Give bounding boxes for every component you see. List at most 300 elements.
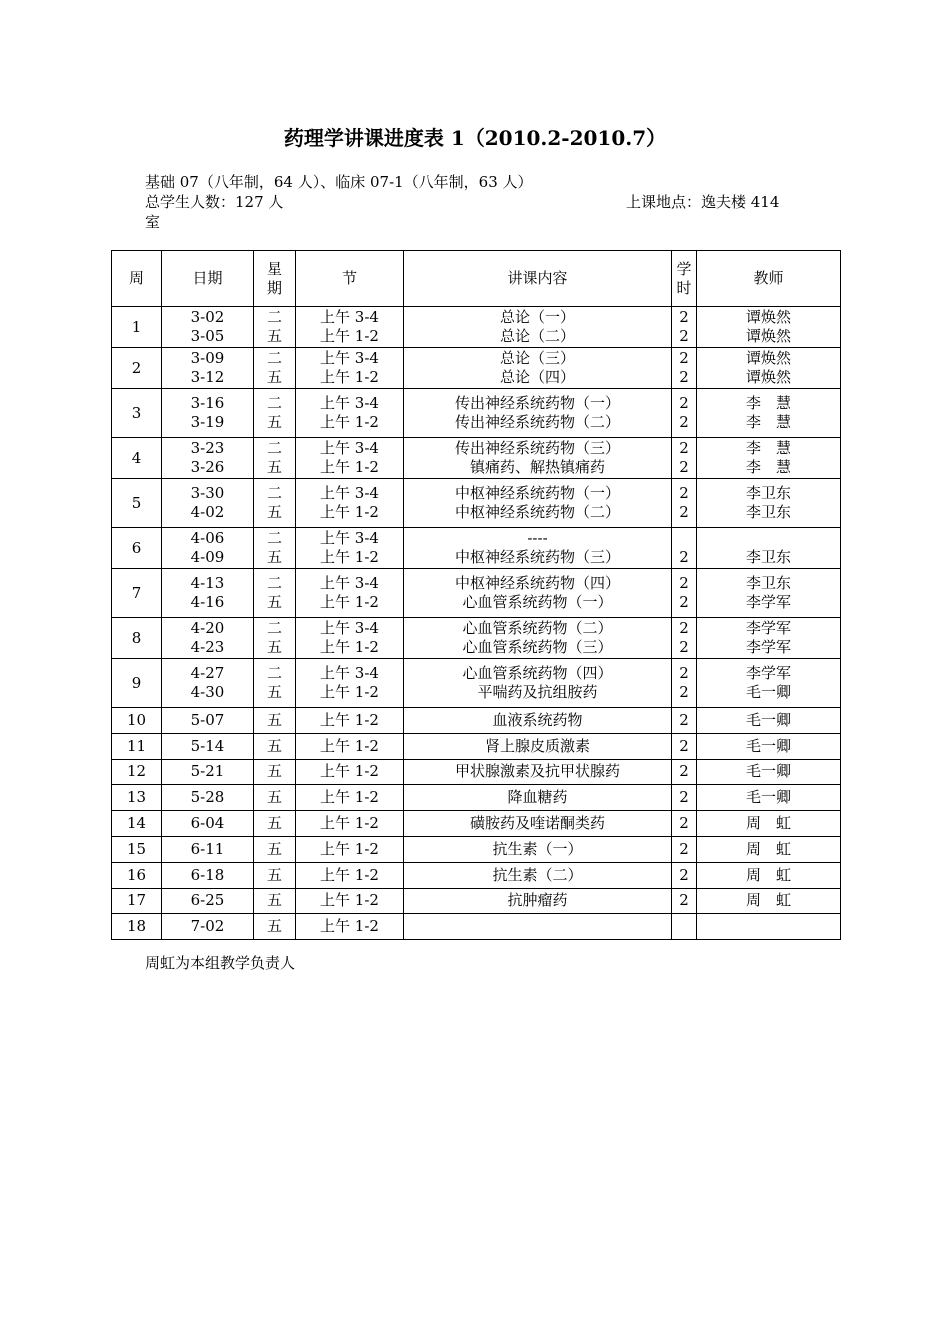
weekday-cell [254, 708, 296, 734]
period-line: 上午 1-2 [320, 683, 379, 701]
weekday-line: 五 [266, 839, 282, 858]
weekday-line: 五 [266, 814, 282, 833]
teacher-line: 李学军 [745, 664, 791, 682]
teacher-line: 李学军 [745, 638, 791, 656]
weekday-cell [254, 389, 296, 438]
weekday-line: 五 [266, 710, 282, 729]
week-cell: 5 [112, 479, 162, 528]
content-line: 总论（三） [499, 349, 575, 367]
weekday-cell [254, 307, 296, 348]
weekday-cell [254, 862, 296, 888]
weekday-cell [254, 836, 296, 862]
teacher-line: 李学军 [745, 619, 791, 637]
teacher-cell [697, 708, 841, 734]
period-line: 上午 1-2 [320, 413, 379, 431]
hours-cell [672, 811, 697, 837]
total-students: 总学生人数：127 人 [145, 193, 284, 211]
weekday-line: 五 [266, 458, 282, 476]
period-line: 上午 3-4 [320, 619, 379, 637]
content-line: 中枢神经系统药物（一） [454, 484, 620, 502]
content-line: 磺胺药及喹诺酮类药 [469, 814, 605, 833]
content-cell [404, 659, 672, 708]
content-cell [404, 307, 672, 348]
header-week: 周 [112, 251, 162, 307]
table-row [112, 733, 841, 759]
hours-cell [672, 348, 697, 389]
weekday-cell [254, 438, 296, 479]
week-cell: 17 [112, 888, 162, 914]
header-row [112, 251, 841, 307]
date-line: 5-07 [190, 710, 225, 729]
weekday-line: 五 [266, 413, 282, 431]
hours-line: 2 [679, 548, 689, 566]
weekday-line: 二 [266, 308, 282, 326]
content-line: 传出神经系统药物（三） [454, 439, 620, 457]
table-row [112, 618, 841, 659]
week-cell: 2 [112, 348, 162, 389]
table-row [112, 759, 841, 785]
table-row [112, 785, 841, 811]
teacher-line: 周 虹 [745, 814, 791, 833]
teacher-cell [697, 569, 841, 618]
date-line: 4-20 [190, 619, 225, 637]
teacher-line: 谭焕然 [745, 368, 791, 386]
teacher-cell [697, 659, 841, 708]
hours-line: 2 [679, 788, 689, 807]
date-line: 5-14 [190, 736, 225, 755]
table-row [112, 888, 841, 914]
weekday-line: 五 [266, 548, 282, 566]
content-line: 抗生素（二） [492, 865, 583, 884]
period-cell [296, 569, 404, 618]
hours-cell [672, 438, 697, 479]
teacher-cell [697, 888, 841, 914]
content-line: 中枢神经系统药物（二） [454, 503, 620, 521]
date-cell [162, 733, 254, 759]
date-line: 6-04 [190, 814, 225, 833]
date-line: 4-16 [190, 593, 225, 611]
date-cell [162, 659, 254, 708]
table-row [112, 569, 841, 618]
hours-cell [672, 759, 697, 785]
period-line: 上午 1-2 [320, 762, 379, 781]
teacher-line: 周 虹 [745, 865, 791, 884]
period-line: 上午 1-2 [320, 638, 379, 656]
schedule-table [111, 250, 841, 940]
content-cell [404, 759, 672, 785]
weekday-cell [254, 733, 296, 759]
content-cell [404, 438, 672, 479]
weekday-line: 五 [266, 368, 282, 386]
hours-cell [672, 569, 697, 618]
period-line: 上午 1-2 [320, 368, 379, 386]
content-cell [404, 528, 672, 569]
date-line: 3-30 [190, 484, 225, 502]
period-line: 上午 1-2 [320, 458, 379, 476]
period-cell [296, 389, 404, 438]
table-row [112, 659, 841, 708]
content-cell [404, 708, 672, 734]
date-cell [162, 759, 254, 785]
content-line: ---- [527, 529, 548, 547]
teacher-line: 谭焕然 [745, 308, 791, 326]
content-line: 中枢神经系统药物（四） [454, 574, 620, 592]
content-cell [404, 811, 672, 837]
hours-line: 2 [679, 762, 689, 781]
date-cell [162, 785, 254, 811]
date-line: 7-02 [190, 917, 225, 936]
date-line: 5-21 [190, 762, 225, 781]
week-cell: 12 [112, 759, 162, 785]
hours-cell [672, 618, 697, 659]
hours-line: 2 [679, 638, 689, 656]
header-weekday-line1: 星 [266, 259, 282, 278]
period-line: 上午 1-2 [320, 839, 379, 858]
teacher-line: 李 慧 [745, 439, 791, 457]
header-hours-line2: 时 [676, 278, 692, 297]
teacher-cell [697, 307, 841, 348]
teacher-line: 毛一卿 [745, 710, 791, 729]
hours-cell [672, 307, 697, 348]
content-line: 中枢神经系统药物（三） [454, 548, 620, 566]
date-cell [162, 438, 254, 479]
period-cell [296, 862, 404, 888]
teacher-line: 毛一卿 [745, 762, 791, 781]
period-line: 上午 3-4 [320, 664, 379, 682]
content-line: 降血糖药 [507, 788, 568, 807]
content-cell [404, 785, 672, 811]
teacher-cell [697, 759, 841, 785]
weekday-cell [254, 759, 296, 785]
teacher-line: 李 慧 [745, 458, 791, 476]
header-period: 节 [296, 251, 404, 307]
period-cell [296, 759, 404, 785]
period-cell [296, 733, 404, 759]
content-cell [404, 389, 672, 438]
hours-cell [672, 914, 697, 940]
date-line: 4-27 [190, 664, 225, 682]
table-row [112, 307, 841, 348]
period-cell [296, 618, 404, 659]
weekday-line: 五 [266, 593, 282, 611]
weekday-line: 二 [266, 664, 282, 682]
teacher-cell [697, 528, 841, 569]
period-cell [296, 348, 404, 389]
period-line: 上午 1-2 [320, 814, 379, 833]
content-line: 心血管系统药物（一） [462, 593, 613, 611]
weekday-line: 五 [266, 865, 282, 884]
week-cell: 18 [112, 914, 162, 940]
hours-line: 2 [679, 308, 689, 326]
table-row [112, 528, 841, 569]
weekday-cell [254, 618, 296, 659]
hours-cell [672, 659, 697, 708]
date-line: 3-05 [190, 327, 225, 345]
header-date: 日期 [162, 251, 254, 307]
date-line: 6-18 [190, 865, 225, 884]
date-line: 4-06 [190, 529, 225, 547]
content-cell [404, 479, 672, 528]
content-line: 传出神经系统药物（一） [454, 394, 620, 412]
content-cell [404, 914, 672, 940]
hours-line: 2 [679, 814, 689, 833]
hours-line: 2 [679, 439, 689, 457]
teacher-line: 毛一卿 [745, 683, 791, 701]
date-line: 4-09 [190, 548, 225, 566]
teacher-line: 周 虹 [745, 891, 791, 910]
period-line: 上午 1-2 [320, 503, 379, 521]
content-line: 总论（二） [499, 327, 575, 345]
content-line [404, 917, 671, 936]
period-line: 上午 1-2 [320, 788, 379, 807]
hours-line: 2 [679, 619, 689, 637]
period-cell [296, 785, 404, 811]
content-line: 抗生素（一） [492, 839, 583, 858]
date-line: 3-12 [190, 368, 225, 386]
period-cell [296, 438, 404, 479]
weekday-line: 五 [266, 762, 282, 781]
teacher-cell [697, 438, 841, 479]
date-line: 3-23 [190, 439, 225, 457]
header-content: 讲课内容 [404, 251, 672, 307]
hours-line: 2 [679, 664, 689, 682]
header-hours-line1: 学 [676, 259, 692, 278]
teacher-cell [697, 479, 841, 528]
date-cell [162, 569, 254, 618]
hours-line: 2 [679, 349, 689, 367]
teacher-line: 李 慧 [745, 394, 791, 412]
content-cell [404, 733, 672, 759]
weekday-line: 五 [266, 788, 282, 807]
table-row [112, 389, 841, 438]
week-cell: 8 [112, 618, 162, 659]
header-hours [672, 251, 697, 307]
weekday-cell [254, 569, 296, 618]
date-line: 4-02 [190, 503, 225, 521]
weekday-line: 二 [266, 349, 282, 367]
teacher-line: 李卫东 [745, 548, 791, 566]
teacher-line [697, 529, 840, 548]
period-cell [296, 811, 404, 837]
table-row [112, 811, 841, 837]
content-cell [404, 569, 672, 618]
header-teacher: 教师 [697, 251, 841, 307]
content-cell [404, 888, 672, 914]
teacher-cell [697, 862, 841, 888]
week-cell: 7 [112, 569, 162, 618]
week-cell: 14 [112, 811, 162, 837]
hours-cell [672, 888, 697, 914]
weekday-cell [254, 914, 296, 940]
content-line: 抗肿瘤药 [507, 891, 568, 910]
weekday-cell [254, 348, 296, 389]
period-line: 上午 1-2 [320, 736, 379, 755]
week-cell: 1 [112, 307, 162, 348]
weekday-line: 二 [266, 574, 282, 592]
period-line: 上午 3-4 [320, 529, 379, 547]
weekday-line: 五 [266, 683, 282, 701]
date-line: 4-30 [190, 683, 225, 701]
hours-line: 2 [679, 865, 689, 884]
weekday-line: 五 [266, 891, 282, 910]
class-location: 上课地点：逸夫楼 414 [626, 193, 780, 211]
period-line: 上午 3-4 [320, 349, 379, 367]
classes-info: 基础 07（八年制，64 人）、临床 07-1（八年制，63 人） [145, 173, 533, 191]
class-location-wrap: 室 [145, 213, 161, 231]
date-cell [162, 862, 254, 888]
content-line: 肾上腺皮质激素 [484, 736, 590, 755]
hours-cell [672, 479, 697, 528]
week-cell: 6 [112, 528, 162, 569]
period-cell [296, 708, 404, 734]
hours-line: 2 [679, 839, 689, 858]
teacher-line: 谭焕然 [745, 327, 791, 345]
table-row [112, 348, 841, 389]
weekday-line: 二 [266, 529, 282, 547]
date-line: 3-16 [190, 394, 225, 412]
date-line: 3-26 [190, 458, 225, 476]
date-line: 5-28 [190, 788, 225, 807]
date-cell [162, 389, 254, 438]
weekday-cell [254, 479, 296, 528]
teacher-line: 李卫东 [745, 503, 791, 521]
footer-note: 周虹为本组教学负责人 [145, 954, 296, 972]
teacher-cell [697, 348, 841, 389]
hours-cell [672, 389, 697, 438]
weekday-line: 二 [266, 439, 282, 457]
date-cell [162, 708, 254, 734]
teacher-cell [697, 785, 841, 811]
week-cell: 11 [112, 733, 162, 759]
weekday-cell [254, 811, 296, 837]
period-line: 上午 1-2 [320, 548, 379, 566]
hours-cell [672, 785, 697, 811]
hours-line [672, 529, 696, 548]
period-line: 上午 1-2 [320, 710, 379, 729]
schedule-body [112, 307, 841, 940]
teacher-line: 李学军 [745, 593, 791, 611]
date-cell [162, 307, 254, 348]
teacher-line: 李卫东 [745, 484, 791, 502]
period-line: 上午 1-2 [320, 327, 379, 345]
teacher-line: 谭焕然 [745, 349, 791, 367]
hours-cell [672, 836, 697, 862]
hours-line: 2 [679, 458, 689, 476]
teacher-cell [697, 811, 841, 837]
hours-cell [672, 862, 697, 888]
period-line: 上午 1-2 [320, 865, 379, 884]
hours-line: 2 [679, 736, 689, 755]
weekday-cell [254, 659, 296, 708]
date-line: 6-11 [190, 839, 225, 858]
teacher-line: 李 慧 [745, 413, 791, 431]
period-cell [296, 888, 404, 914]
teacher-cell [697, 836, 841, 862]
date-cell [162, 348, 254, 389]
period-cell [296, 479, 404, 528]
weekday-cell [254, 528, 296, 569]
teacher-line [697, 917, 840, 936]
weekday-line: 五 [266, 503, 282, 521]
hours-line: 2 [679, 413, 689, 431]
weekday-line: 五 [266, 638, 282, 656]
date-cell [162, 836, 254, 862]
teacher-cell [697, 914, 841, 940]
date-line: 4-23 [190, 638, 225, 656]
hours-line: 2 [679, 574, 689, 592]
week-cell: 10 [112, 708, 162, 734]
table-row [112, 862, 841, 888]
hours-line: 2 [679, 710, 689, 729]
date-line: 4-13 [190, 574, 225, 592]
hours-cell [672, 708, 697, 734]
period-cell [296, 307, 404, 348]
teacher-cell [697, 733, 841, 759]
content-cell [404, 348, 672, 389]
period-line: 上午 3-4 [320, 574, 379, 592]
hours-line [672, 917, 696, 936]
content-line: 心血管系统药物（二） [462, 619, 613, 637]
content-line: 甲状腺激素及抗甲状腺药 [454, 762, 620, 781]
week-cell: 16 [112, 862, 162, 888]
date-line: 3-09 [190, 349, 225, 367]
weekday-cell [254, 888, 296, 914]
date-cell [162, 811, 254, 837]
hours-cell [672, 528, 697, 569]
hours-line: 2 [679, 327, 689, 345]
table-row [112, 708, 841, 734]
teacher-line: 毛一卿 [745, 736, 791, 755]
table-row [112, 914, 841, 940]
page-title: 药理学讲课进度表 1（2010.2-2010.7） [283, 126, 667, 150]
weekday-cell [254, 785, 296, 811]
date-line: 3-02 [190, 308, 225, 326]
hours-line: 2 [679, 593, 689, 611]
teacher-line: 李卫东 [745, 574, 791, 592]
content-cell [404, 836, 672, 862]
teacher-cell [697, 389, 841, 438]
teacher-cell [697, 618, 841, 659]
content-line: 镇痛药、解热镇痛药 [469, 458, 605, 476]
period-line: 上午 1-2 [320, 593, 379, 611]
weekday-line: 五 [266, 917, 282, 936]
content-line: 心血管系统药物（四） [462, 664, 613, 682]
hours-line: 2 [679, 503, 689, 521]
date-cell [162, 888, 254, 914]
date-cell [162, 479, 254, 528]
hours-line: 2 [679, 394, 689, 412]
weekday-line: 二 [266, 619, 282, 637]
weekday-line: 二 [266, 484, 282, 502]
content-line: 总论（四） [499, 368, 575, 386]
period-line: 上午 1-2 [320, 891, 379, 910]
table-row [112, 836, 841, 862]
period-line: 上午 3-4 [320, 484, 379, 502]
date-line: 6-25 [190, 891, 225, 910]
hours-line: 2 [679, 891, 689, 910]
weekday-line: 二 [266, 394, 282, 412]
table-row [112, 438, 841, 479]
hours-line: 2 [679, 683, 689, 701]
period-line: 上午 3-4 [320, 394, 379, 412]
content-line: 平喘药及抗组胺药 [477, 683, 598, 701]
header-weekday [254, 251, 296, 307]
week-cell: 15 [112, 836, 162, 862]
weekday-line: 五 [266, 736, 282, 755]
period-line: 上午 1-2 [320, 917, 379, 936]
week-cell: 3 [112, 389, 162, 438]
content-line: 传出神经系统药物（二） [454, 413, 620, 431]
